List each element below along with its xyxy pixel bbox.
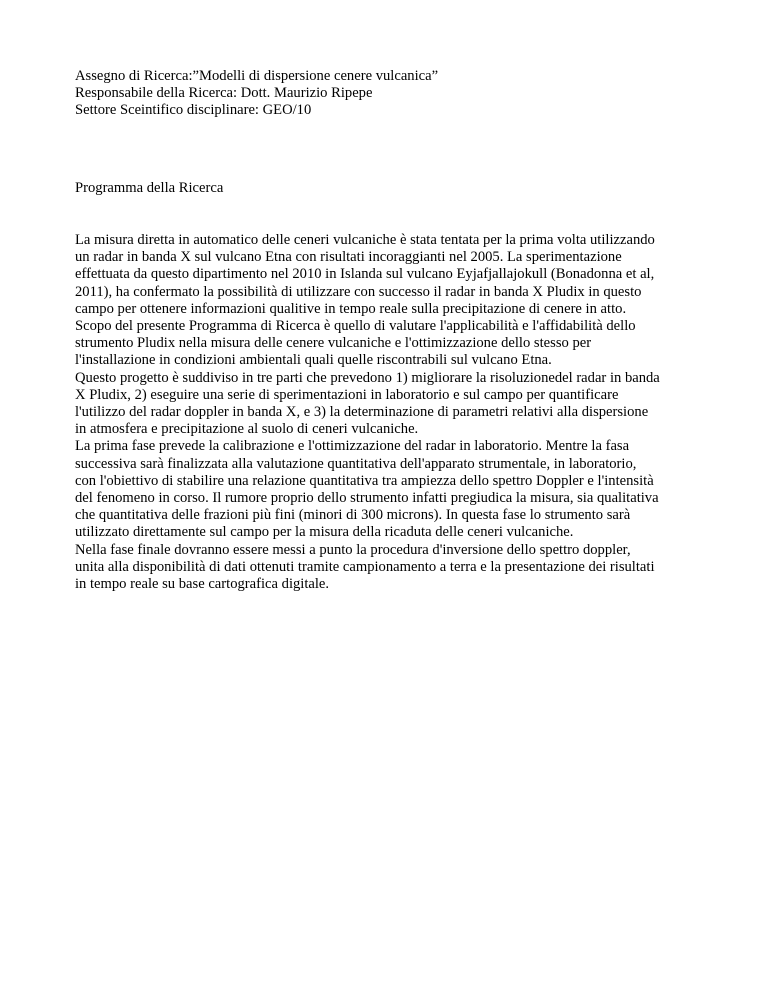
body-line: l'installazione in condizioni ambientali quali quelle riscontrabili sul vulcano Etna. — [75, 352, 552, 369]
body-text — [75, 232, 715, 593]
section-title: Programma della Ricerca — [75, 180, 224, 196]
header-line-grant-title: Assegno di Ricerca:”Modelli di dispersione cenere vulcanica” — [75, 68, 439, 84]
body-line: Questo progetto è suddiviso in tre parti che prevedono 1) migliorare la risoluzionedel radar in banda — [75, 369, 660, 386]
header-line-sector: Settore Sceintifico disciplinare: GEO/10 — [75, 102, 312, 119]
body-line: in tempo reale su base cartografica digitale. — [75, 576, 330, 593]
body-line: effettuata da questo dipartimento nel 2010 in Islanda sul vulcano Eyjafjallajokull (Bonadonna et al, — [75, 266, 655, 283]
body-line: Nella fase finale dovranno essere messi a punto la procedura d'inversione dello spettro doppler, — [75, 541, 631, 558]
body-line: strumento Pludix nella misura delle cenere vulcaniche e l'ottimizzazione dello stesso per — [75, 335, 592, 352]
body-line: La prima fase prevede la calibrazione e l'ottimizzazione del radar in laboratorio. Mentre la fasa — [75, 438, 630, 455]
body-line: un radar in banda X sul vulcano Etna con risultati incoraggianti nel 2005. La sperimentazione — [75, 249, 622, 266]
body-line: del fenomeno in corso. Il rumore proprio dello strumento infatti pregiudica la misura, sia qualitativa — [75, 490, 659, 507]
document-header — [75, 68, 715, 120]
body-line: con l'obiettivo di stabilire una relazione quantitativa tra ampiezza dello spettro Doppler e l'intensità — [75, 472, 654, 489]
body-line: l'utilizzo del radar doppler in banda X, e 3) la determinazione di parametri relativi alla dispersione — [75, 404, 649, 421]
header-line-supervisor: Responsabile della Ricerca: Dott. Maurizio Ripepe — [75, 85, 373, 102]
body-line: in atmosfera e precipitazione al suolo di ceneri vulcaniche. — [75, 421, 419, 438]
body-line: utilizzato direttamente sul campo per la misura della ricaduta delle ceneri vulcaniche. — [75, 524, 574, 541]
body-line: La misura diretta in automatico delle ceneri vulcaniche è stata tentata per la prima volta utilizzando — [75, 232, 655, 248]
body-line: X Pludix, 2) eseguire una serie di sperimentazioni in laboratorio e sul campo per quantificare — [75, 386, 619, 403]
body-line: unita alla disponibilità di dati ottenuti tramite campionamento a terra e la presentazione dei risultati — [75, 558, 655, 575]
body-line: che quantitativa delle frazioni più fini (minori di 300 microns). In questa fase lo strumento sarà — [75, 507, 631, 524]
body-line: 2011), ha confermato la possibilità di utilizzare con successo il radar in banda X Pludix in questo — [75, 283, 642, 300]
body-line: successiva sarà finalizzata alla valutazione quantitativa dell'apparato strumentale, in laboratorio, — [75, 455, 637, 472]
body-line: campo per ottenere informazioni qualitive in tempo reale sulla precipitazione di cenere in atto. — [75, 300, 627, 317]
body-line: Scopo del presente Programma di Ricerca è quello di valutare l'applicabilità e l'affidabilità dello — [75, 318, 636, 335]
